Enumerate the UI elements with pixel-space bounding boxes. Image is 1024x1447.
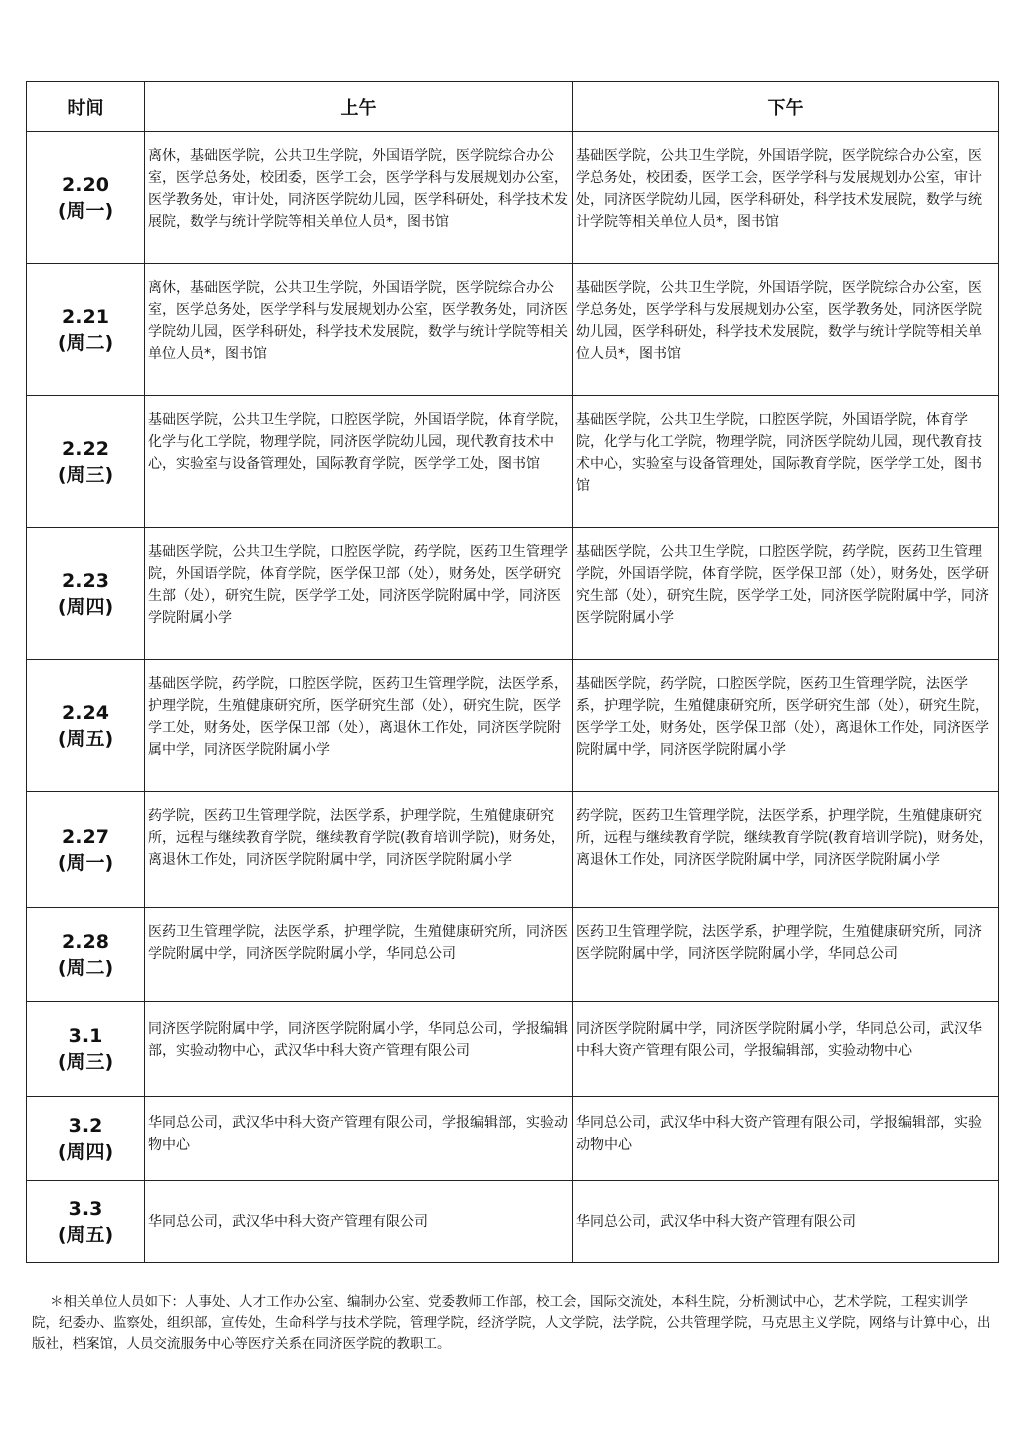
date-cell: [27, 1097, 145, 1181]
header-time: 时间: [27, 82, 145, 132]
date-weekday: (周二): [57, 956, 114, 979]
table-header-row: [27, 82, 999, 132]
date-number: 2.20: [62, 173, 109, 196]
table-row: [27, 1097, 999, 1181]
date-number: 2.23: [62, 569, 109, 592]
date-number: 3.1: [68, 1025, 103, 1047]
header-afternoon: 下午: [573, 82, 999, 132]
morning-cell: 离休，基础医学院，公共卫生学院，外国语学院，医学院综合办公室，医学总务处，校团委，医学工会，医学学科与发展规划办公室，医学教务处，审计处，同济医学院幼儿园，医学科研处，科学技术发展院，数学与统计学院等相关单位人员*，图书馆: [145, 132, 573, 264]
schedule-table: [26, 81, 999, 1263]
afternoon-cell: 医药卫生管理学院，法医学系，护理学院，生殖健康研究所，同济医学院附属中学，同济医学院附属小学，华同总公司: [573, 908, 999, 1002]
date-number: 3.2: [68, 1114, 103, 1137]
date-weekday: (周三): [57, 463, 114, 486]
table-row: [27, 1002, 999, 1097]
date-cell: [27, 132, 145, 264]
date-number: 2.27: [62, 825, 109, 848]
afternoon-cell: 基础医学院，公共卫生学院，口腔医学院，外国语学院，体育学院，化学与化工学院，物理学院，同济医学院幼儿园，现代教育技术中心，实验室与设备管理处，国际教育学院，医学学工处，图书馆: [573, 396, 999, 528]
footnote: ＊相关单位人员如下：人事处、人才工作办公室、编制办公室、党委教师工作部，校工会，国际交流处，本科生院，分析测试中心，艺术学院，工程实训学院，纪委办、监察处，组织部，宣传处，生命科学与技术学院，管理学院，经济学院，人文学院，法学院，公共管理学院，马克思主义学院，网络与计算中心，出版社，档案馆，人员交流服务中心等医疗关系在同济医学院的教职工。: [32, 1294, 991, 1352]
date-cell: [27, 1181, 145, 1263]
date-cell: [27, 792, 145, 908]
date-number: 2.22: [62, 437, 109, 460]
date-cell: [27, 1002, 145, 1097]
date-weekday: (周五): [57, 727, 114, 750]
date-weekday: (周五): [57, 1223, 114, 1246]
afternoon-cell: 华同总公司，武汉华中科大资产管理有限公司: [573, 1181, 999, 1263]
morning-cell: 离休，基础医学院，公共卫生学院，外国语学院，医学院综合办公室，医学总务处，医学学科与发展规划办公室，医学教务处，同济医学院幼儿园，医学科研处，科学技术发展院，数学与统计学院等相关单位人员*，图书馆: [145, 264, 573, 396]
morning-cell: 基础医学院，公共卫生学院，口腔医学院，药学院，医药卫生管理学院，外国语学院，体育学院，医学保卫部（处），财务处，医学研究生部（处），研究生院，医学学工处，同济医学院附属中学，同济医学院附属小学: [145, 528, 573, 660]
table-row: [27, 396, 999, 528]
table-row: [27, 660, 999, 792]
morning-cell: 华同总公司，武汉华中科大资产管理有限公司，学报编辑部，实验动物中心: [145, 1097, 573, 1181]
afternoon-cell: 基础医学院，公共卫生学院，外国语学院，医学院综合办公室，医学总务处，医学学科与发展规划办公室，医学教务处，同济医学院幼儿园，医学科研处，科学技术发展院，数学与统计学院等相关单位人员*，图书馆: [573, 264, 999, 396]
date-number: 2.24: [62, 701, 109, 724]
header-morning: 上午: [145, 82, 573, 132]
date-weekday: (周一): [57, 199, 114, 222]
morning-cell: 华同总公司，武汉华中科大资产管理有限公司: [145, 1181, 573, 1263]
morning-cell: 基础医学院，公共卫生学院，口腔医学院，外国语学院，体育学院，化学与化工学院，物理学院，同济医学院幼儿园，现代教育技术中心，实验室与设备管理处，国际教育学院，医学学工处，图书馆: [145, 396, 573, 528]
table-row: [27, 528, 999, 660]
afternoon-cell: 基础医学院，公共卫生学院，外国语学院，医学院综合办公室，医学总务处，校团委，医学工会，医学学科与发展规划办公室，审计处，同济医学院幼儿园，医学科研处，科学技术发展院，数学与统计学院等相关单位人员*，图书馆: [573, 132, 999, 264]
date-weekday: (周一): [57, 851, 114, 874]
date-number: 2.21: [62, 305, 109, 328]
date-number: 3.3: [68, 1197, 103, 1220]
morning-cell: 同济医学院附属中学，同济医学院附属小学，华同总公司，学报编辑部，实验动物中心，武汉华中科大资产管理有限公司: [145, 1002, 573, 1097]
date-weekday: (周二): [57, 331, 114, 354]
table-row: [27, 792, 999, 908]
afternoon-cell: 药学院，医药卫生管理学院，法医学系，护理学院，生殖健康研究所，远程与继续教育学院，继续教育学院(教育培训学院)，财务处，离退休工作处，同济医学院附属中学，同济医学院附属小学: [573, 792, 999, 908]
afternoon-cell: 华同总公司，武汉华中科大资产管理有限公司，学报编辑部，实验动物中心: [573, 1097, 999, 1181]
afternoon-cell: 同济医学院附属中学，同济医学院附属小学，华同总公司，武汉华中科大资产管理有限公司，学报编辑部，实验动物中心: [573, 1002, 999, 1097]
date-weekday: (周三): [57, 1051, 114, 1073]
table-row: [27, 132, 999, 264]
date-weekday: (周四): [57, 595, 114, 618]
afternoon-cell: 基础医学院，药学院，口腔医学院，医药卫生管理学院，法医学系，护理学院，生殖健康研究所，医学研究生部（处），研究生院，医学学工处，财务处，医学保卫部（处），离退休工作处，同济医学院附属中学，同济医学院附属小学: [573, 660, 999, 792]
afternoon-cell: 基础医学院，公共卫生学院，口腔医学院，药学院，医药卫生管理学院，外国语学院，体育学院，医学保卫部（处），财务处，医学研究生部（处），研究生院，医学学工处，同济医学院附属中学，同济医学院附属小学: [573, 528, 999, 660]
table-row: [27, 1181, 999, 1263]
date-cell: [27, 660, 145, 792]
date-cell: [27, 908, 145, 1002]
morning-cell: 医药卫生管理学院，法医学系，护理学院，生殖健康研究所，同济医学院附属中学，同济医学院附属小学，华同总公司: [145, 908, 573, 1002]
table-row: [27, 264, 999, 396]
date-weekday: (周四): [57, 1140, 114, 1163]
morning-cell: 药学院，医药卫生管理学院，法医学系，护理学院，生殖健康研究所，远程与继续教育学院，继续教育学院(教育培训学院)，财务处，离退休工作处，同济医学院附属中学，同济医学院附属小学: [145, 792, 573, 908]
morning-cell: 基础医学院，药学院，口腔医学院，医药卫生管理学院，法医学系，护理学院，生殖健康研究所，医学研究生部（处），研究生院，医学学工处，财务处，医学保卫部（处），离退休工作处，同济医学院附属中学，同济医学院附属小学: [145, 660, 573, 792]
date-cell: [27, 264, 145, 396]
date-cell: [27, 528, 145, 660]
date-number: 2.28: [62, 930, 109, 953]
table-row: [27, 908, 999, 1002]
date-cell: [27, 396, 145, 528]
